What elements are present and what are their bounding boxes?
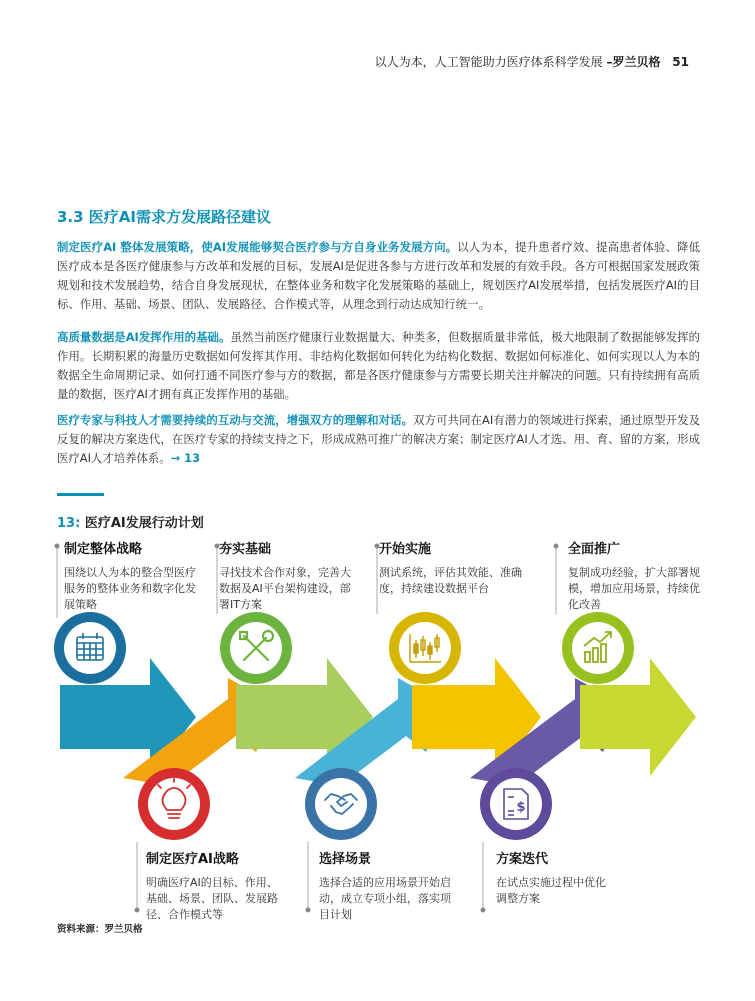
paragraph-lead: 医疗专家与科技人才需要持续的互动与交流，增强双方的理解和对话。 [57,413,414,427]
circle-growth [562,612,634,684]
circle-lightbulb [138,768,210,840]
paragraph-body: 以人为本，提升患者疗效、提高患者体验、降低医疗成本是各医疗健康参与方改革和发展的目标，发展AI是促进各参与方进行改革和发展的有效手段。各方可根据国家发展政策规划和技术发展趋势，结合自身发展现状，在整体业务和数字化发展策略的基础上，规划医疗AI发展举措，包括发展医疗AI的目标、作用、基础、场景、团队、发展路径、合作模式等，从理念到行动达成知行统一。 [57,240,700,311]
step-implementation [379,538,534,597]
step-description: 测试系统，评估其效能、准确度，持续建设数据平台 [379,566,522,595]
paragraph-lead: 制定医疗AI 整体发展策略，使AI发展能够契合医疗参与方自身业务发展方向。 [57,240,458,254]
paragraph-lead: 高质量数据是AI发挥作用的基础。 [57,330,231,344]
step-description: 复制成功经验，扩大部署规模，增加应用场景，持续优化改善 [568,566,700,611]
section-title: 3.3 医疗AI需求方发展路径建议 [57,208,271,226]
figure-number: 13: [57,516,81,531]
step-title: 选择场景 [319,852,372,867]
step-title: 全面推广 [568,542,621,557]
circle-document [480,768,552,840]
brand-name: –罗兰贝格 [606,55,661,69]
figure-title-text: 医疗AI发展行动计划 [84,516,204,531]
step-title: 开始实施 [379,542,432,557]
circle-handshake [305,768,377,840]
circle-calendar [54,612,126,684]
step-iteration [496,848,616,907]
running-title: 以人为本，人工智能助力医疗体系科学发展 [374,55,603,69]
paragraph-body: 虽然当前医疗健康行业数据量大、种类多，但数据质量非常低，极大地限制了数据能够发挥的作用。长期积累的海量历史数据如何发挥其作用、非结构化数据如何转化为结构化数据、数据如何标准化、如何实现以人为本的数据全生命周期记录、如何打通不同医疗参与方的数据，都是各医疗健康参与方需要长期关注并解决的问题。只有持续拥有高质量的数据，医疗AI才拥有真正发挥作用的基础。 [57,330,700,401]
circle-candlestick [389,612,461,684]
connector-dot [135,908,140,913]
step-description: 围绕以人为本的整合型医疗服务的整体业务和数字化发展策略 [64,566,196,611]
page-number: 51 [672,55,689,69]
step-description: 选择合适的应用场景开始启动，成立专项小组，落实项目计划 [319,876,451,921]
step-title: 制定整体战略 [64,542,143,557]
step-description: 寻找技术合作对象，完善大数据及AI平台架构建设，部署IT方案 [219,566,351,611]
connector-dot [306,908,311,913]
connector-dot [55,544,60,549]
step-title: 方案迭代 [496,852,549,867]
step-description: 明确医疗AI的目标、作用、基础、场景、团队、发展路径、合作模式等 [146,876,278,921]
svg-text:$: $ [516,800,526,815]
step-foundation [219,538,359,613]
step-select-scenario [319,848,459,923]
step-overall-strategy [64,538,204,613]
circle-tools [220,612,292,684]
step-title: 夯实基础 [219,542,272,557]
step-description: 在试点实施过程中优化调整方案 [496,876,606,905]
source-note: 资料来源：罗兰贝格 [57,924,143,935]
step-title: 制定医疗AI战略 [146,852,239,867]
step-rollout [568,538,706,613]
paragraph-body: 双方可共同在AI有潜力的领域进行探索，通过原型开发及反复的解决方案迭代，在医疗专家的持续支持之下，形成成熟可推广的解决方案；制定医疗AI人才选、用、育、留的方案，形成医疗AI人才培养体系。 [57,413,700,465]
step-ai-strategy [146,848,286,923]
figure-reference-link[interactable]: → 13 [170,451,201,465]
connector-dot [554,544,559,549]
connector-dot [481,908,486,913]
